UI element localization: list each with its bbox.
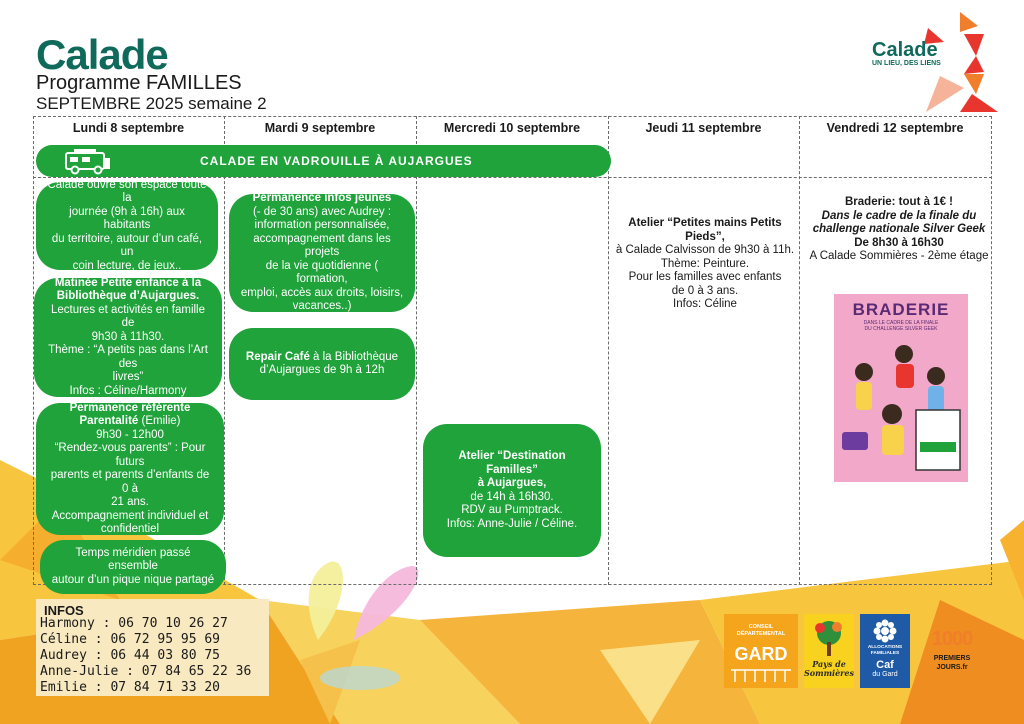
text-line: Infos: Céline [673,298,737,310]
banner-label: CALADE EN VADROUILLE À AUJARGUES [200,154,473,168]
day-header-thursday: Jeudi 11 septembre [645,121,762,135]
text-line: Lectures et activités en famille de [50,303,206,330]
event-title: Pieds”, [685,230,725,243]
text-line: d’Aujargues de 9h à 12h [259,364,385,376]
text-line: JOURS.fr [936,664,968,671]
text-line: Pays de [812,659,846,669]
event-title-line [80,415,181,429]
text-line: accompagnement dans les projets [253,232,391,259]
text-line: de la vie quotidienne ( formation, [265,259,379,286]
logo-tagline: UN LIEU, DES LIENS [872,60,941,67]
text-line: livres” [112,371,144,384]
text-line: Pour les familles avec enfants [628,271,782,283]
contact-anne-julie: Anne-Julie : 07 84 65 22 36 [40,664,252,679]
text-line: DÉPARTEMENTAL [736,631,786,637]
poster-title: BRADERIE [852,300,950,319]
text-line: 9h30 à 11h30. [91,330,165,343]
caf-flower-icon [860,618,910,644]
text-line: Infos: Anne-Julie / Céline. [446,517,578,530]
event-title: Permanence infos jeunes [252,192,392,205]
event-title: Atelier “Destination Familles” [458,450,566,476]
event-monday-open-space [36,178,218,272]
text-line: CONSEIL [748,624,774,630]
event-wednesday-destination-familles [423,424,601,557]
program-subtitle: Programme FAMILLES [36,72,242,94]
text-line: confidentiel [100,523,160,535]
event-title: Bibliothèque d’Aujargues. [56,290,200,303]
event-monday-parentalite [36,403,224,535]
text-line: (- de 30 ans) avec Audrey : [252,205,392,218]
text-line: DU CHALLENGE SILVER GEEK [864,326,938,332]
event-title-line [246,351,398,365]
contact-celine: Céline : 06 72 95 95 69 [40,632,221,647]
poster-illustration [834,332,968,482]
text-line: information personnalisée, [254,219,390,232]
event-thursday-petites-mains [612,217,798,312]
text-line: 21 ans. [111,496,149,508]
event-place: A Calade Sommières - 2ème étage [809,250,989,262]
week-label: SEPTEMBRE 2025 semaine 2 [36,94,267,113]
contact-harmony: Harmony : 06 70 10 26 27 [40,616,228,631]
event-title: Matinée Petite enfance à la [54,276,202,289]
text-line: journée (9h à 16h) aux habitants [69,205,185,232]
caf-name: Caf [876,659,894,671]
text-line: Calade ouvre son espace toute la [47,178,207,205]
day-header-tuesday: Mardi 9 septembre [264,121,376,135]
text-line: ALLOCATIONS [867,645,903,650]
event-title: Atelier “Petites mains Petits [628,217,782,229]
text-line: emploi, accès aux droits, loisirs, [240,286,404,299]
text-line: Thème: Peinture. [660,257,750,270]
logo-name: Calade [872,39,938,61]
event-title: Parentalité [79,415,139,427]
event-monday-pique-nique [40,540,226,594]
day-header-monday: Lundi 8 septembre [72,121,185,135]
gard-logo [724,614,798,688]
calade-logo [872,40,941,67]
event-tuesday-repair-cafe [229,328,415,400]
vadrouille-banner [36,145,611,177]
camper-van-icon [64,149,112,175]
event-tuesday-infos-jeunes [229,194,415,312]
bridge-icon [731,668,791,682]
text-line: Accompagnement individuel et [51,509,209,522]
event-monday-petite-enfance [34,278,222,397]
text-line: FAMILIALES [870,651,900,656]
text-line: à Calade Calvisson de 9h30 à 11h. [615,244,795,256]
contact-audrey: Audrey : 06 44 03 80 75 [40,648,221,663]
event-italic: Dans le cadre de la finale du [821,209,977,222]
event-title: Braderie: tout à 1€ ! [845,196,953,208]
mille-premiers-jours-logo [924,628,980,688]
text-line: PREMIERS [933,655,971,662]
text-line: autour d’un pique nique partagé [51,573,215,586]
event-time: De 8h30 à 16h30 [854,236,944,249]
braderie-poster [834,294,968,482]
infos-contacts [36,599,269,696]
mille-number: 1000 [931,628,973,650]
text-line: Infos : Céline/Harmony [69,384,187,397]
event-italic: challenge nationale Silver Geek [812,223,986,235]
text-line: parents et parents d’enfants de 0 à [50,469,210,495]
text-line: coin lecture, de jeux.. [72,259,182,272]
text-line: “Rendez-vous parents” : Pour futurs [54,442,206,468]
day-header-wednesday: Mercredi 10 septembre [443,121,581,135]
text-line: Sommières [804,668,854,678]
text-line: de 0 à 3 ans. [671,284,739,297]
contact-emilie: Emilie : 07 84 71 33 20 [40,680,221,695]
text-line: vacances..) [292,300,352,313]
text-line: Thème : “A petits pas dans l’Art des [48,344,208,370]
event-title: Permanence référente [69,401,191,414]
pays-de-sommieres-logo [804,614,854,688]
tree-icon [804,618,854,658]
gard-name: GARD [734,644,788,664]
text-line: DANS LE CADRE DE LA FINALE [863,320,939,326]
text-line: à la Bibliothèque [309,350,399,363]
brand-title: Calade [36,31,168,78]
caf-sub: du Gard [872,671,898,678]
text-line: RDV au Pumptrack. [461,504,563,516]
text-line: de 14h à 16h30. [470,490,554,503]
poster-subtitle [838,320,964,332]
text-line: 9h30 - 12h00 [96,428,164,441]
event-title: Repair Café [245,350,310,363]
event-title: à Aujargues, [477,477,547,489]
event-title-extra: (Emilie) [138,415,181,427]
text-line: Temps méridien passé ensemble [75,546,191,573]
text-line: du territoire, autour d’un café, un [51,232,203,259]
caf-logo [860,614,910,688]
infos-heading: INFOS [44,603,84,618]
event-friday-braderie [806,196,992,264]
day-header-friday: Vendredi 12 septembre [826,121,964,135]
